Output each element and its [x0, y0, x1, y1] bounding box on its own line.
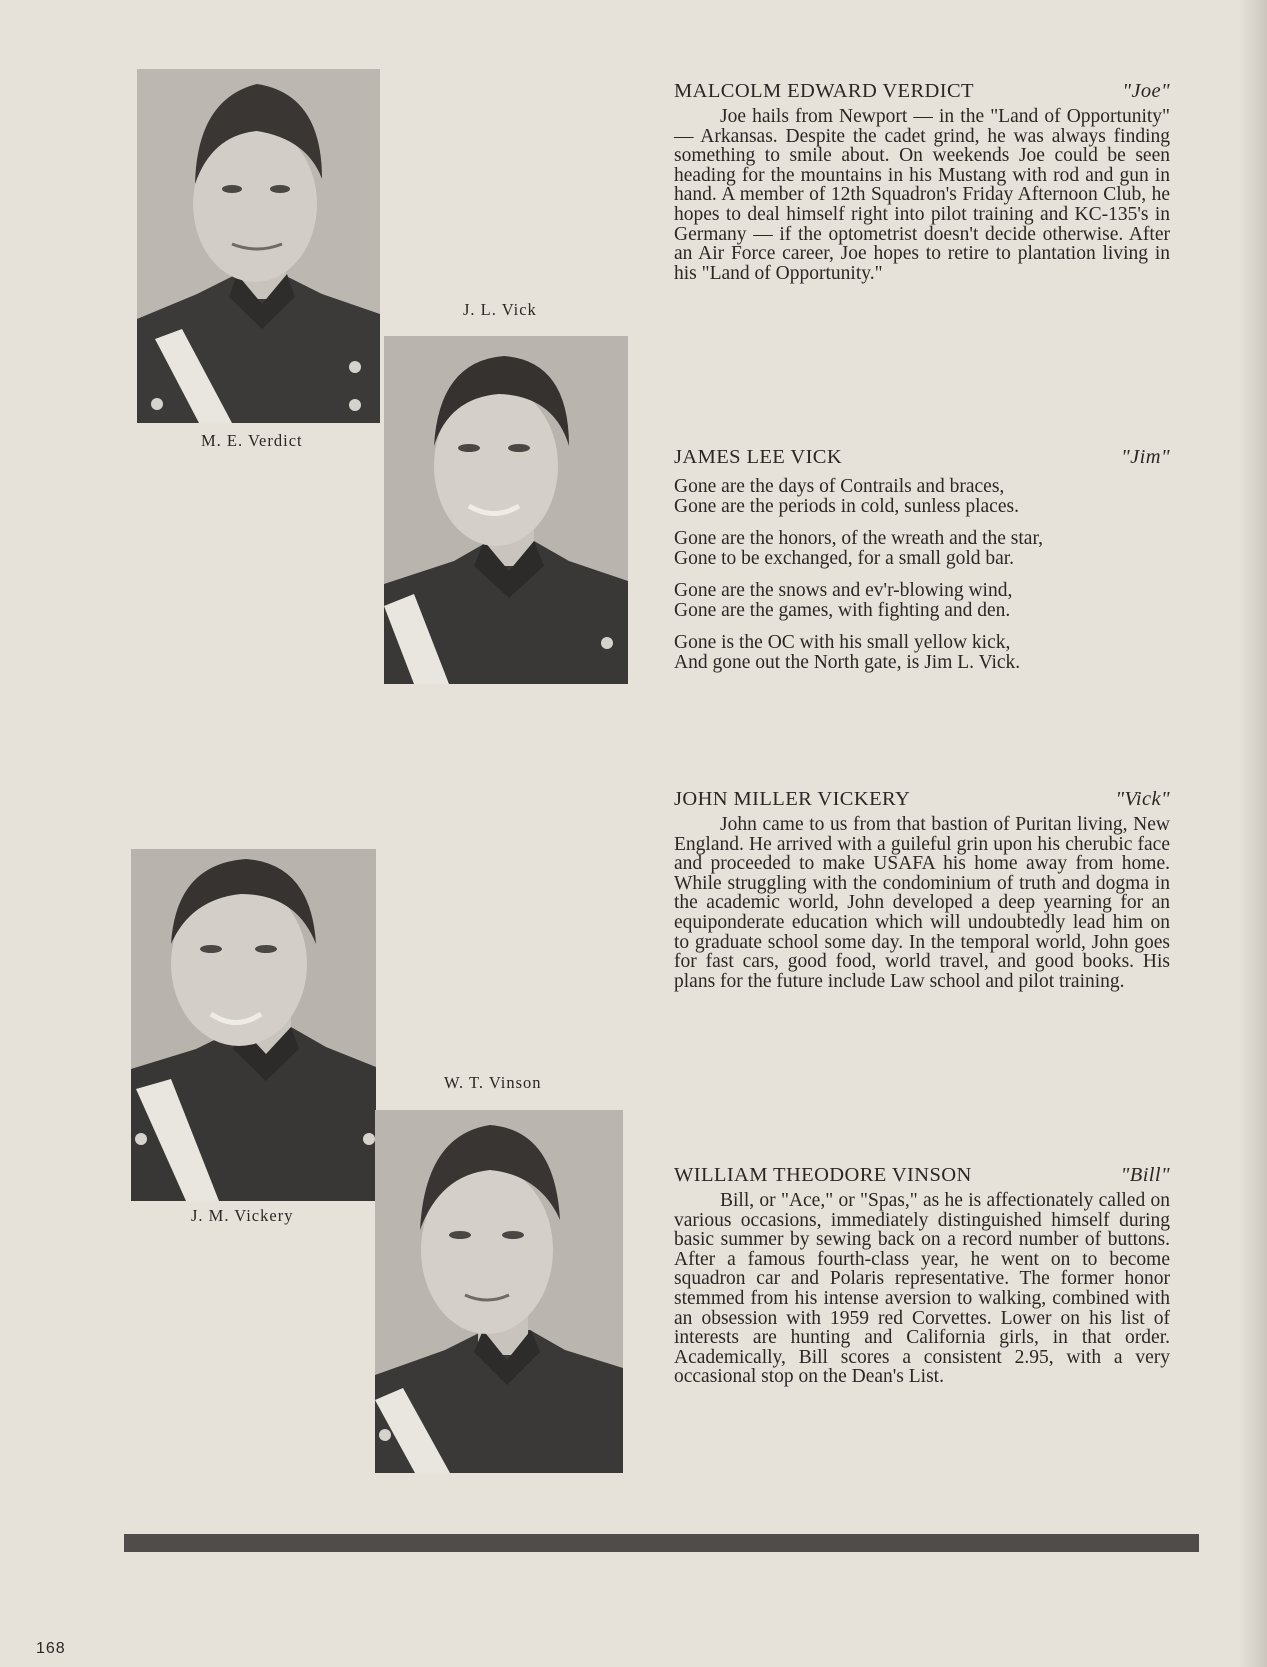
entry-vinson — [674, 1164, 1170, 1387]
entry-header — [674, 446, 1170, 469]
poem-line: Gone to be exchanged, for a small gold bar. — [674, 548, 1015, 569]
cadet-name: MALCOLM EDWARD VERDICT — [674, 80, 974, 102]
poem-line: And gone out the North gate, is Jim L. Vick. — [674, 652, 1021, 673]
cadet-name: JOHN MILLER VICKERY — [674, 788, 911, 810]
portrait-photo-vickery — [131, 849, 376, 1201]
poem-stanza — [674, 581, 1170, 621]
entry-header — [674, 788, 1170, 811]
cadet-name: JAMES LEE VICK — [674, 446, 843, 468]
cadet-name: WILLIAM THEODORE VINSON — [674, 1164, 972, 1186]
caption-vick: J. L. Vick — [463, 300, 537, 319]
cadet-nickname: "Vick" — [1115, 788, 1170, 810]
entry-vickery — [674, 788, 1170, 991]
poem-stanza — [674, 477, 1170, 517]
poem-line: Gone are the periods in cold, sunless places. — [674, 496, 1019, 517]
biography-text: John came to us from that bastion of Puritan living, New England. He arrived with a guileful grin upon his cherubic face and proceeded to make USAFA his home away from home. While struggling with the condominium of truth and dogma in the academic world, John developed a deep yearning for an equiponderate education which will undoubtedly lead him on to graduate school some day. In the temporal world, John goes for fast cars, good food, world travel, and good books. His plans for the future include Law school and pilot training. — [674, 814, 1170, 992]
poem-line: Gone is the OC with his small yellow kick, — [674, 632, 1011, 653]
entry-header — [674, 1164, 1170, 1187]
portrait-photo-verdict — [137, 69, 380, 423]
cadet-nickname: "Joe" — [1122, 80, 1170, 102]
page-number: 168 — [36, 1640, 66, 1657]
biography-text: Joe hails from Newport — in the "Land of Opportunity" — Arkansas. Despite the cadet grind, he was always finding something to smile about. On weekends Joe could be seen heading for the mountains in his Mustang with rod and gun in hand. A member of 12th Squadron's Friday Afternoon Club, he hopes to deal himself right into pilot training and KC-135's in Germany — if the optometrist doesn't decide otherwise. After an Air Force career, Joe hopes to retire to plantation living in his "Land of Opportunity." — [674, 106, 1170, 284]
caption-verdict: M. E. Verdict — [201, 431, 303, 450]
page-edge-shadow — [1239, 0, 1267, 1667]
portrait-photo-vick — [384, 336, 628, 684]
portrait-photo-vinson — [375, 1110, 623, 1473]
entry-vick — [674, 446, 1170, 685]
entry-header — [674, 80, 1170, 103]
entry-verdict — [674, 80, 1170, 283]
poem-line: Gone are the snows and ev'r-blowing wind, — [674, 580, 1013, 601]
cadet-nickname: "Jim" — [1121, 446, 1170, 468]
poem-stanza — [674, 633, 1170, 673]
cadet-nickname: "Bill" — [1120, 1164, 1170, 1186]
biography-text: Bill, or "Ace," or "Spas," as he is affectionately called on various occasions, immediately distinguished himself during basic summer by sewing back on a record number of buttons. After a famous fourth-class year, he went on to become squadron car and Polaris representative. The former honor stemmed from his intense aversion to walking, combined with an obsession with 1959 red Corvettes. Lower on his list of interests are hunting and California girls, in that order. Academically, Bill scores a consistent 2.95, with a very occasional stop on the Dean's List. — [674, 1190, 1170, 1388]
caption-vickery: J. M. Vickery — [191, 1206, 294, 1225]
caption-vinson: W. T. Vinson — [444, 1073, 542, 1092]
poem-line: Gone are the honors, of the wreath and the star, — [674, 528, 1044, 549]
horizontal-rule — [124, 1534, 1199, 1552]
poem-line: Gone are the days of Contrails and braces, — [674, 476, 1005, 497]
poem-stanza — [674, 529, 1170, 569]
poem-line: Gone are the games, with fighting and den. — [674, 600, 1011, 621]
